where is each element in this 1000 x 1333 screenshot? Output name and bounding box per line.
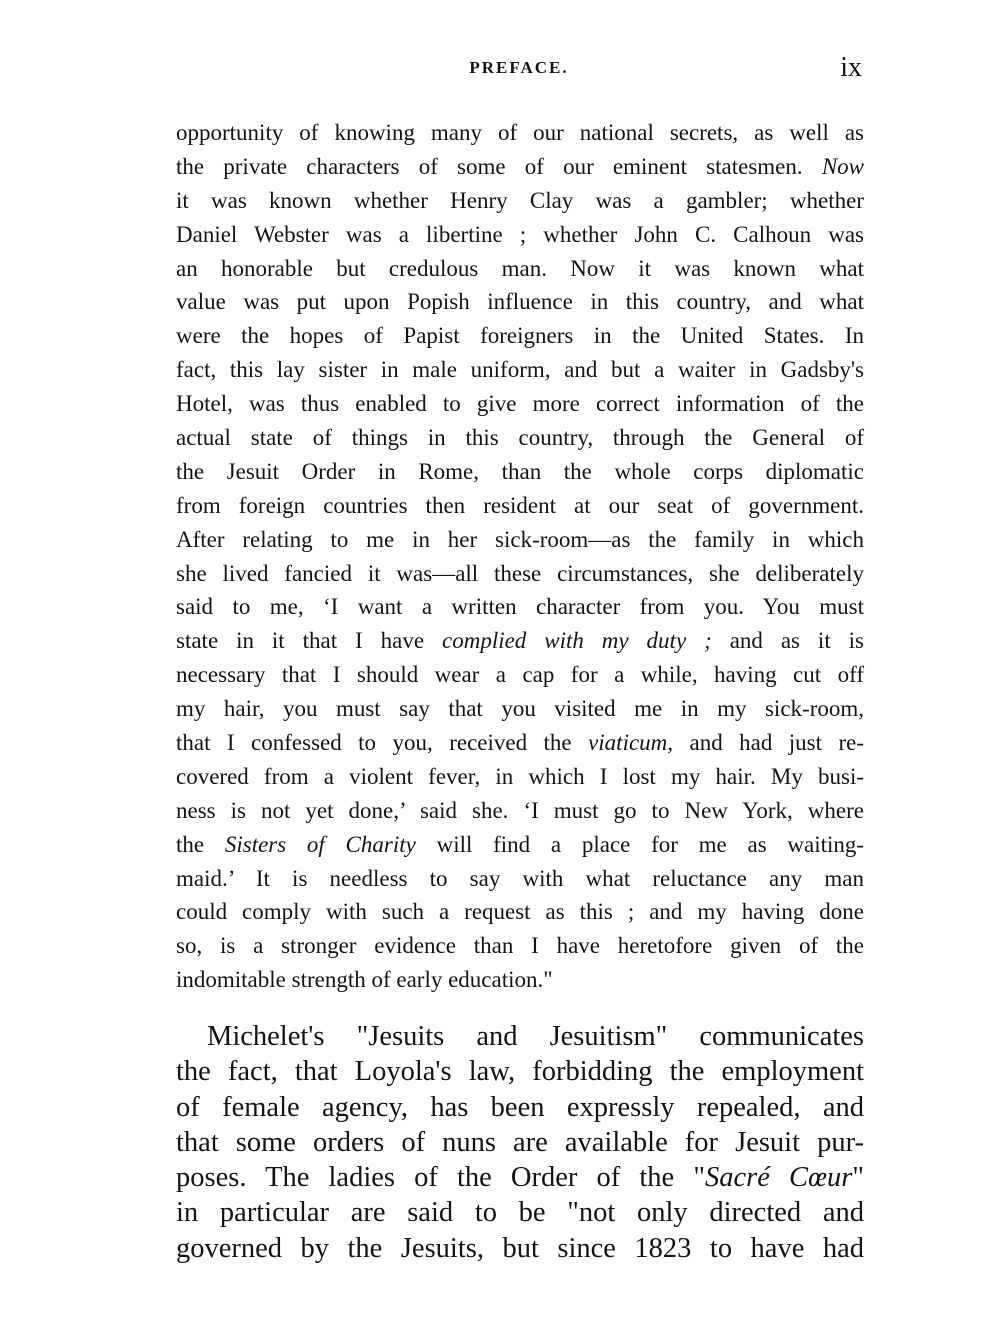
line-text: she lived fancied it was—all these circumstances, she deliberately xyxy=(176,560,864,586)
text-line xyxy=(176,557,864,591)
line-text: Michelet's "Jesuits and Jesuitism" communicates xyxy=(207,1021,864,1052)
line-text: could comply with such a request as this ; and my having done xyxy=(176,899,864,925)
line-text-continued: and had just re- xyxy=(689,730,864,756)
line-text: Daniel Webster was a libertine ; whether John C. Calhoun was xyxy=(176,221,864,247)
text-line xyxy=(176,794,864,828)
text-line xyxy=(176,692,864,726)
line-text: necessary that I should wear a cap for a while, having cut off xyxy=(176,662,864,688)
text-line xyxy=(176,1195,864,1230)
line-text: of female agency, has been expressly repealed, and xyxy=(176,1091,864,1123)
text-line xyxy=(176,963,864,997)
line-text: the xyxy=(176,831,205,857)
text-line xyxy=(176,1054,864,1089)
text-line xyxy=(176,218,864,252)
italic-text: Now xyxy=(821,153,865,179)
line-text: After relating to me in her sick-room—as the family in which xyxy=(176,526,864,552)
running-head xyxy=(176,52,862,88)
line-text: that I confessed to you, received the xyxy=(176,730,572,756)
text-line xyxy=(176,895,864,929)
text-line xyxy=(176,252,864,286)
text-line xyxy=(176,387,864,421)
text-line xyxy=(176,862,864,896)
line-text: the fact, that Loyola's law, forbidding the employment xyxy=(176,1056,864,1088)
text-line xyxy=(176,624,864,658)
line-text: my hair, you must say that you visited me in my sick-room, xyxy=(176,696,864,722)
text-line xyxy=(176,353,864,387)
text-line xyxy=(176,590,864,624)
quotation-block xyxy=(176,116,864,997)
text-line xyxy=(176,726,864,760)
text-line xyxy=(176,1160,864,1195)
text-line xyxy=(176,760,864,794)
line-text: the Jesuit Order in Rome, than the whole corps diplomatic xyxy=(176,458,864,484)
line-text: fact, this lay sister in male uniform, and but a waiter in Gadsby's xyxy=(176,357,864,383)
text-line xyxy=(176,658,864,692)
text-line xyxy=(176,1019,864,1054)
text-line xyxy=(176,1125,864,1160)
line-text: said to me, ‘I want a written character from you. You must xyxy=(176,594,864,620)
line-text: the private characters of some of our eminent statesmen. xyxy=(176,153,803,179)
line-text: covered from a violent fever, in which I lost my hair. My busi- xyxy=(176,763,864,789)
italic-text: Sisters of Charity xyxy=(224,831,416,857)
line-text: in particular are said to be "not only directed and xyxy=(176,1197,864,1229)
text-line xyxy=(176,184,864,218)
italic-text: Sacré Cœur xyxy=(704,1162,853,1194)
text-line xyxy=(176,1090,864,1125)
italic-text: viaticum, xyxy=(588,730,674,756)
text-line xyxy=(176,1231,864,1266)
line-text: Hotel, was thus enabled to give more correct information of the xyxy=(176,391,864,417)
text-line xyxy=(176,455,864,489)
text-line xyxy=(176,421,864,455)
line-text: it was known whether Henry Clay was a gambler; whether xyxy=(176,187,864,213)
main-paragraph xyxy=(176,1019,864,1266)
line-text: an honorable but credulous man. Now it was known what xyxy=(176,255,864,281)
text-line xyxy=(176,828,864,862)
line-text: state in it that I have xyxy=(176,628,425,654)
text-line xyxy=(176,285,864,319)
line-text: opportunity of knowing many of our national secrets, as well as xyxy=(176,120,864,145)
line-text: that some orders of nuns are available for Jesuit pur- xyxy=(176,1126,864,1158)
text-line xyxy=(176,929,864,963)
line-text: value was put upon Popish influence in this country, and what xyxy=(176,289,864,315)
line-text-continued: " xyxy=(852,1162,865,1194)
page-number: ix xyxy=(840,52,862,83)
line-text: actual state of things in this country, through the General of xyxy=(176,425,864,451)
line-text: governed by the Jesuits, but since 1823 to have had xyxy=(176,1232,864,1264)
running-title: PREFACE. xyxy=(469,58,569,77)
line-text: poses. The ladies of the Order of the " xyxy=(176,1162,705,1194)
line-text: indomitable strength of early education." xyxy=(176,967,553,993)
text-line xyxy=(176,116,864,150)
italic-text: complied with my duty ; xyxy=(442,628,712,654)
text-line xyxy=(176,523,864,557)
line-text-continued: will find a place for me as waiting- xyxy=(436,831,865,857)
line-text: so, is a stronger evidence than I have heretofore given of the xyxy=(176,933,864,959)
text-line xyxy=(176,150,864,184)
line-text: maid.’ It is needless to say with what reluctance any man xyxy=(176,865,864,891)
text-line xyxy=(176,489,864,523)
line-text: were the hopes of Papist foreigners in the United States. In xyxy=(176,323,864,349)
line-text: from foreign countries then resident at our seat of government. xyxy=(176,492,864,518)
line-text: ness is not yet done,’ said she. ‘I must go to New York, where xyxy=(176,797,864,823)
text-line xyxy=(176,319,864,353)
line-text-continued: and as it is xyxy=(729,628,864,654)
